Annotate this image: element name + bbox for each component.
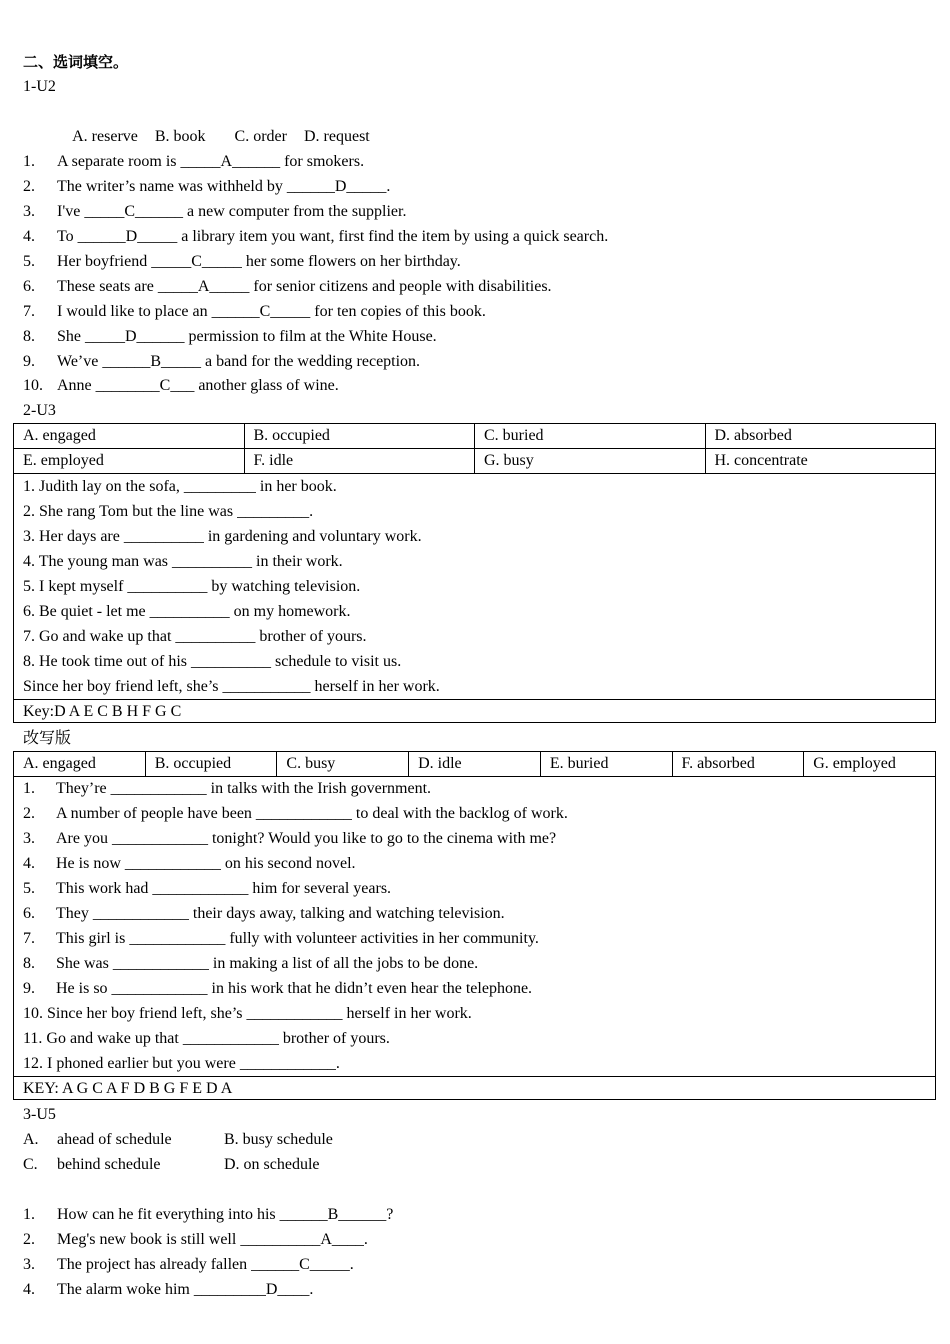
part3-options-row1: A. ahead of schedule B. busy schedule	[23, 1131, 333, 1148]
list-item: 9. We’ve ______B_____ a band for the wedding reception.	[23, 353, 421, 370]
part1-label: 1-U2	[23, 78, 56, 95]
table-cell: A. engaged	[14, 752, 146, 777]
list-item: 4. He is now ____________ on his second novel.	[23, 855, 356, 872]
list-item: 3. I've _____C______ a new computer from the supplier.	[23, 203, 407, 220]
list-item: 7. This girl is ____________ fully with volunteer activities in her community.	[23, 930, 539, 947]
list-item: 2. A number of people have been ____________ to deal with the backlog of work.	[23, 805, 568, 822]
table-cell: B. occupied	[145, 752, 277, 777]
list-item: 2. She rang Tom but the line was _________.	[23, 503, 314, 520]
table-cell: D. idle	[409, 752, 541, 777]
list-item: 1. A separate room is _____A______ for smokers.	[23, 153, 365, 170]
option-a: A. reserve	[72, 128, 138, 145]
section-title: 二、选词填空。	[23, 53, 129, 71]
table-cell: E. employed	[14, 449, 245, 474]
table-cell: B. occupied	[244, 424, 475, 449]
list-item: 2. The writer’s name was withheld by ______D_____.	[23, 178, 391, 195]
part3-options-row2: C. behind schedule D. on schedule	[23, 1156, 320, 1173]
part2-options-table	[13, 423, 936, 474]
table-cell: E. buried	[540, 752, 672, 777]
list-item: 3. Are you ____________ tonight? Would you like to go to the cinema with me?	[23, 830, 557, 847]
option-d: D. request	[303, 128, 370, 145]
list-item: 8. She was ____________ in making a list of all the jobs to be done.	[23, 955, 479, 972]
table-cell: F. absorbed	[672, 752, 804, 777]
list-item: 5. Her boyfriend _____C_____ her some flowers on her birthday.	[23, 253, 461, 270]
list-item: 3. The project has already fallen ______C_____.	[23, 1256, 354, 1273]
part2b-key: KEY: A G C A F D B G F E D A	[13, 1076, 936, 1100]
table-cell: G. employed	[804, 752, 936, 777]
part3-label: 3-U5	[23, 1106, 56, 1123]
list-item: 10. Since her boy friend left, she’s ____________ herself in her work.	[23, 1005, 472, 1022]
list-item: 4. To ______D_____ a library item you want, first find the item by using a quick search.	[23, 228, 609, 245]
table-cell: G. busy	[475, 449, 706, 474]
part1-options	[57, 99, 370, 145]
list-item: 7. Go and wake up that __________ brother of yours.	[23, 628, 367, 645]
part2-key: Key:D A E C B H F G C	[13, 699, 936, 723]
list-item: 8. She _____D______ permission to film at the White House.	[23, 328, 437, 345]
list-item: 6. They ____________ their days away, talking and watching television.	[23, 905, 505, 922]
list-item: 5. This work had ____________ him for several years.	[23, 880, 392, 897]
list-item: 3. Her days are __________ in gardening and voluntary work.	[23, 528, 422, 545]
list-item: 10. Anne ________C___ another glass of wine.	[23, 377, 339, 394]
list-item: 11. Go and wake up that ____________ brother of yours.	[23, 1030, 390, 1047]
table-cell: A. engaged	[14, 424, 245, 449]
option-b: B. book	[154, 128, 206, 145]
part2-label: 2-U3	[23, 402, 56, 419]
list-item: 6. These seats are _____A_____ for senior citizens and people with disabilities.	[23, 278, 552, 295]
list-item: 5. I kept myself __________ by watching television.	[23, 578, 361, 595]
part2-questions-box	[13, 474, 936, 700]
part2b-options-table	[13, 751, 936, 777]
list-item: 12. I phoned earlier but you were ____________.	[23, 1055, 340, 1072]
part2b-label: 改写版	[23, 730, 72, 747]
list-item: 6. Be quiet - let me __________ on my homework.	[23, 603, 351, 620]
list-item: 9. He is so ____________ in his work that he didn’t even hear the telephone.	[23, 980, 533, 997]
table-cell: D. absorbed	[705, 424, 936, 449]
list-item: Since her boy friend left, she’s ___________ herself in her work.	[23, 678, 440, 695]
table-cell: C. busy	[277, 752, 409, 777]
list-item: 7. I would like to place an ______C_____ for ten copies of this book.	[23, 303, 486, 320]
table-cell: H. concentrate	[705, 449, 936, 474]
list-item: 2. Meg's new book is still well __________A____.	[23, 1231, 368, 1248]
list-item: 8. He took time out of his __________ schedule to visit us.	[23, 653, 402, 670]
table-cell: F. idle	[244, 449, 475, 474]
option-c: C. order	[234, 128, 287, 145]
part2b-questions-box	[13, 776, 936, 1077]
list-item: 1. How can he fit everything into his ______B______?	[23, 1206, 394, 1223]
list-item: 4. The alarm woke him _________D____.	[23, 1281, 314, 1298]
list-item: 1. Judith lay on the sofa, _________ in her book.	[23, 478, 337, 495]
table-cell: C. buried	[475, 424, 706, 449]
list-item: 4. The young man was __________ in their work.	[23, 553, 343, 570]
list-item: 1. They’re ____________ in talks with the Irish government.	[23, 780, 432, 797]
